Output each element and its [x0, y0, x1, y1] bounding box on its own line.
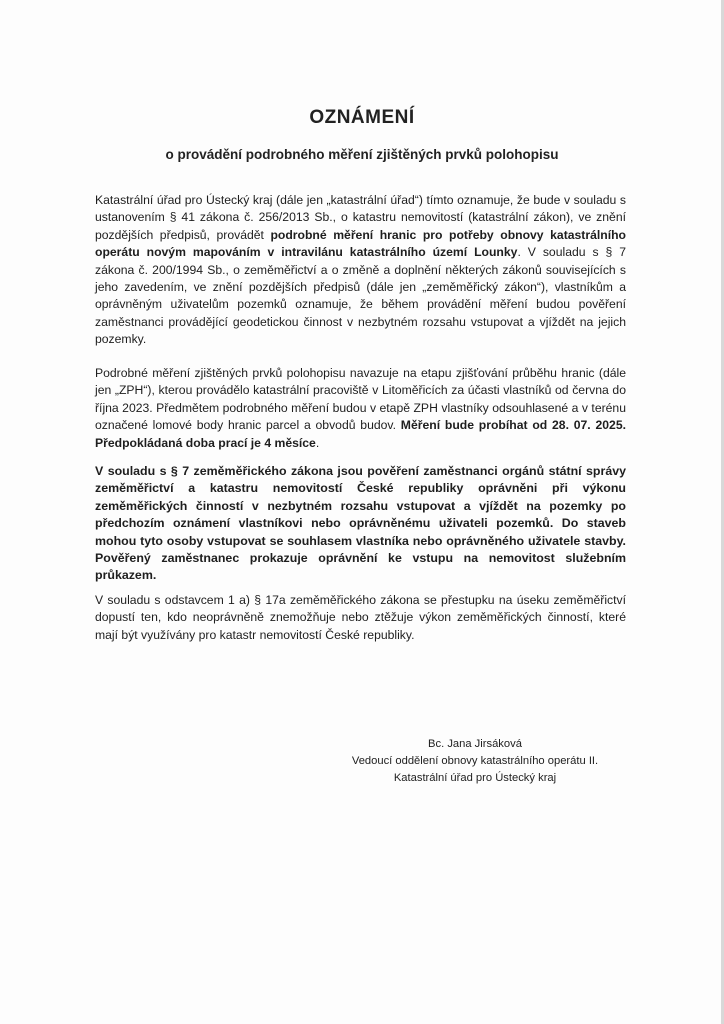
paragraph-text: Katastrální úřad pro Ústecký kraj (dále jen „katastrální úřad“) tímto oznamuje, že bude v souladu s ustanovením § 41 zákona č. 256/2013 Sb., o katastru nemovitostí (katastrální zákon), ve znění pozdějších předpisů, provádět — [95, 193, 626, 242]
document-title: OZNÁMENÍ — [309, 107, 415, 128]
paragraph-announcement — [95, 192, 626, 349]
paragraph-bold-text: podrobné měření hranic pro potřeby obnovy katastrálního operátu novým mapováním v intravilánu katastrálního území Lounky — [95, 227, 626, 260]
paragraph-measurement-details — [95, 365, 626, 452]
paragraph-text: Podrobné měření zjištěných prvků polohopisu navazuje na etapu zjišťování průběhu hranic (dále jen „ZPH“), kterou provádělo katastrální pracoviště v Litoměřicích za účasti vlastníků od června do října 2023. Předmětem podrobného měření budou v etapě ZPH vlastníky odsouhlasené a v terénu označené lomové body hranic parcel a obvodů budov. — [95, 366, 626, 433]
signatory-position: Vedoucí oddělení obnovy katastrálního operátu II. — [351, 755, 599, 767]
paragraph-offense: V souladu s odstavcem 1 a) § 17a zeměměřického zákona se přestupku na úseku zeměměřictví dopustí ten, kdo neoprávněně znemožňuje nebo ztěžuje výkon zeměměřických činností, které mají být využívány pro katastr nemovitostí České republiky. — [95, 593, 626, 642]
document-subtitle: o provádění podrobného měření zjištěných prvků polohopisu — [165, 147, 559, 162]
paragraph-bold-text: Měření bude probíhat od 28. 07. 2025. Předpokládaná doba prací je 4 měsíce — [95, 418, 626, 450]
paragraph-access-rights: V souladu s § 7 zeměměřického zákona jsou pověření zaměstnanci orgánů státní správy zeměměřictví a katastru nemovitostí České republiky oprávněni při výkonu zeměměřických činností v nezbytném rozsahu vstupovat a vjíždět na pozemky po předchozím oznámení vlastníkovi nebo oprávněnému uživateli pozemků. Do staveb mohou tyto osoby vstupovat se souhlasem vlastníka nebo oprávněného uživatele stavby. Pověřený zaměstnanec prokazuje oprávnění ke vstupu na nemovitost služebním průkazem. — [95, 464, 626, 583]
signature-block — [330, 736, 620, 787]
signatory-name: Bc. Jana Jirsáková — [428, 738, 522, 750]
paragraph-text: . V souladu s § 7 zákona č. 200/1994 Sb., o zeměměřictví a o změně a doplnění některých zákonů souvisejících s jeho zavedením, ve znění pozdějších předpisů (dále jen „zeměměřický zákon“), vlastníkům a oprávněným uživatelům pozemků oznamuje, že během provádění měření budou pověření zaměstnanci provádějící geodetickou činnost v nezbytném rozsahu vstupovat a vjíždět na jejich pozemky. — [95, 245, 626, 347]
paragraph-text: . — [315, 435, 320, 450]
signatory-office: Katastrální úřad pro Ústecký kraj — [393, 772, 557, 784]
